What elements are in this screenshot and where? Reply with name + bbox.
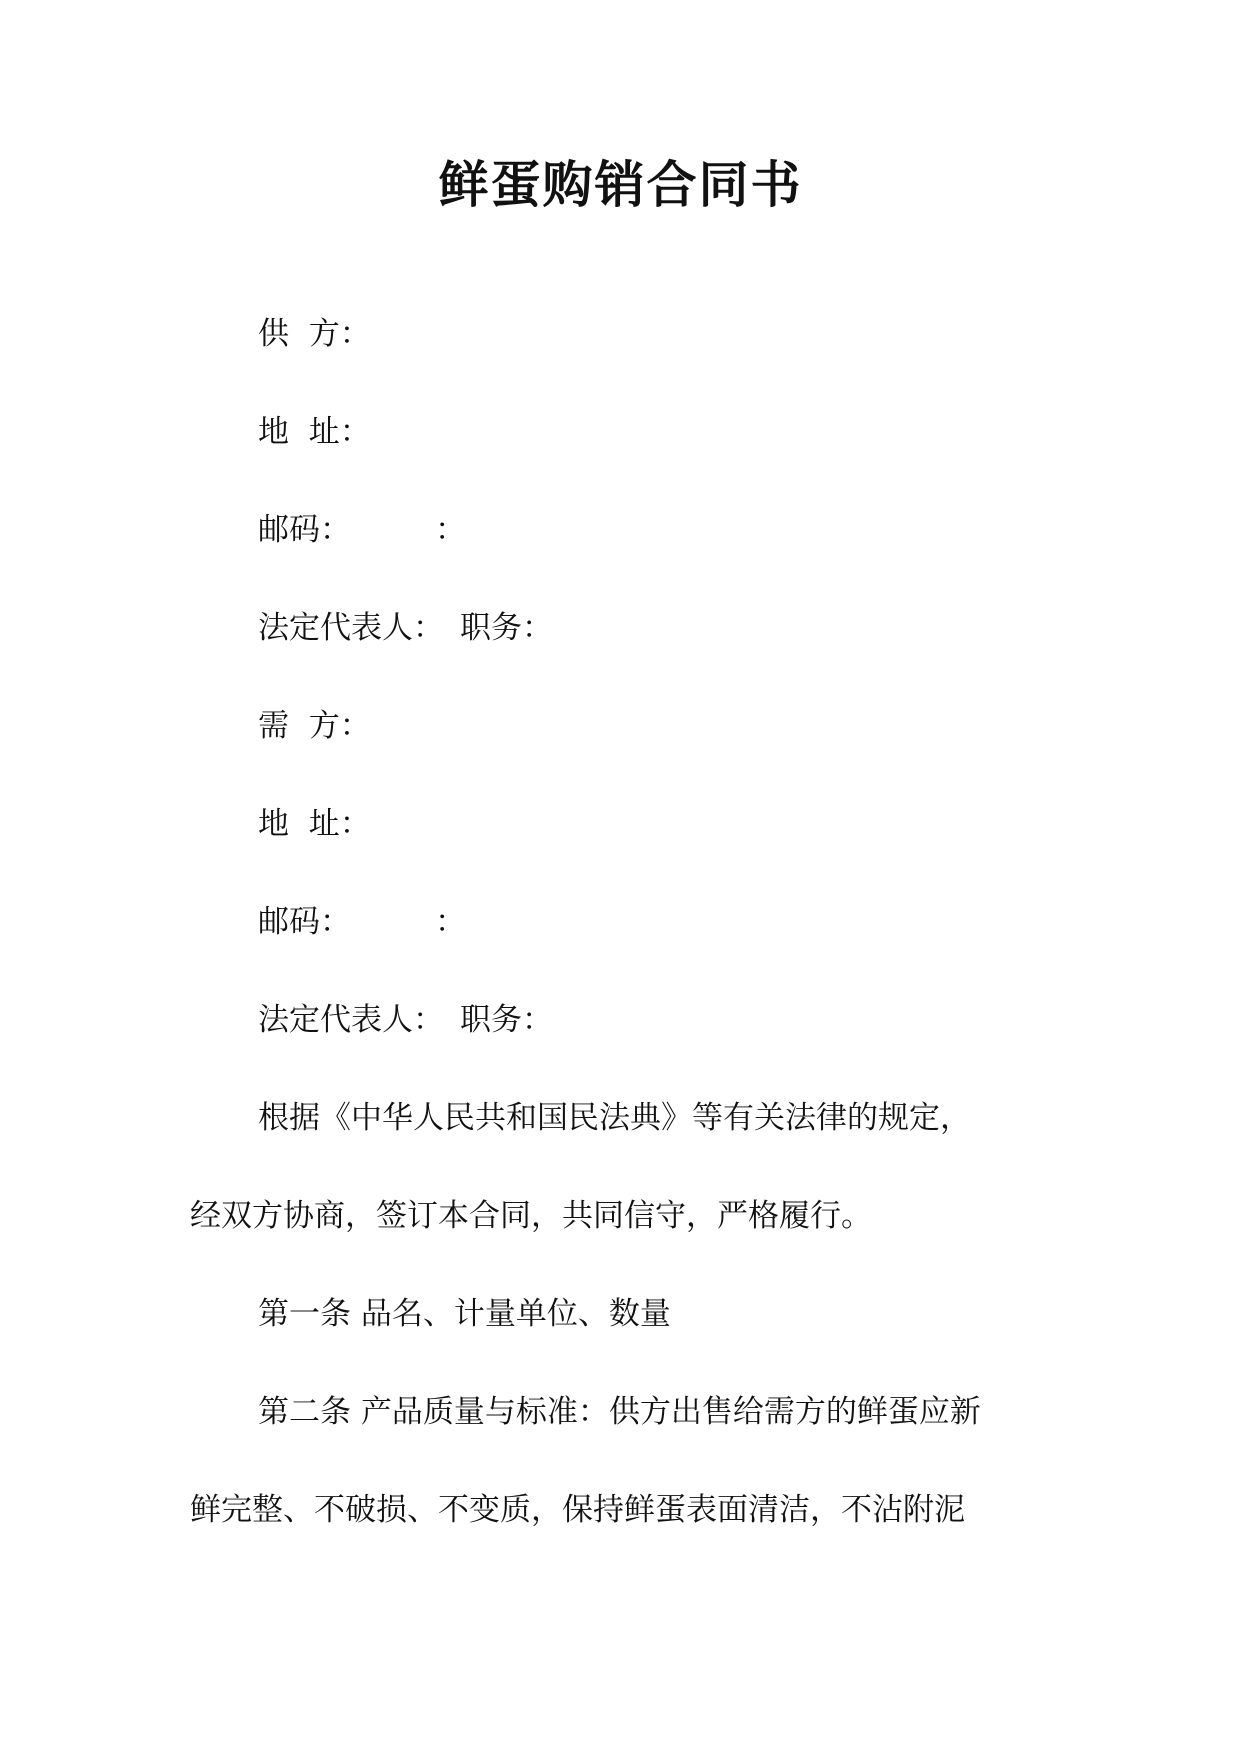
supplier-postcode-suffix: ：	[435, 512, 466, 548]
article-2-line-2: 鲜完整、不破损、不变质，保持鲜蛋表面清洁，不沾附泥	[190, 1492, 965, 1528]
supplier-postcode-label: 邮码：	[258, 512, 351, 548]
preamble-line-1: 根据《中华人民共和国民法典》等有关法律的规定，	[258, 1100, 971, 1136]
supplier-party-line	[258, 312, 371, 356]
document-title: 鲜蛋购销合同书	[438, 155, 803, 214]
buyer-address-label: 地 址：	[258, 806, 371, 842]
supplier-postcode-line	[258, 508, 466, 552]
preamble-line-2: 经双方协商，签订本合同，共同信守，严格履行。	[190, 1198, 872, 1234]
supplier-party-label: 供 方：	[258, 316, 371, 352]
buyer-legal-rep-line	[258, 998, 553, 1042]
buyer-postcode-label: 邮码：	[258, 904, 351, 940]
supplier-legal-rep-label: 法定代表人：	[258, 610, 444, 646]
supplier-legal-rep-line	[258, 606, 553, 650]
buyer-party-label: 需 方：	[258, 708, 371, 744]
supplier-position-label: 职务：	[460, 610, 553, 646]
buyer-legal-rep-label: 法定代表人：	[258, 1002, 444, 1038]
buyer-postcode-line	[258, 900, 466, 944]
buyer-address-line	[258, 802, 371, 846]
supplier-address-line	[258, 410, 371, 454]
buyer-party-line	[258, 704, 371, 748]
buyer-position-label: 职务：	[460, 1002, 553, 1038]
buyer-postcode-suffix: ：	[435, 904, 466, 940]
article-2-line-1: 第二条 产品质量与标准：供方出售给需方的鲜蛋应新	[258, 1394, 981, 1430]
article-1: 第一条 品名、计量单位、数量	[258, 1296, 671, 1332]
supplier-address-label: 地 址：	[258, 414, 371, 450]
